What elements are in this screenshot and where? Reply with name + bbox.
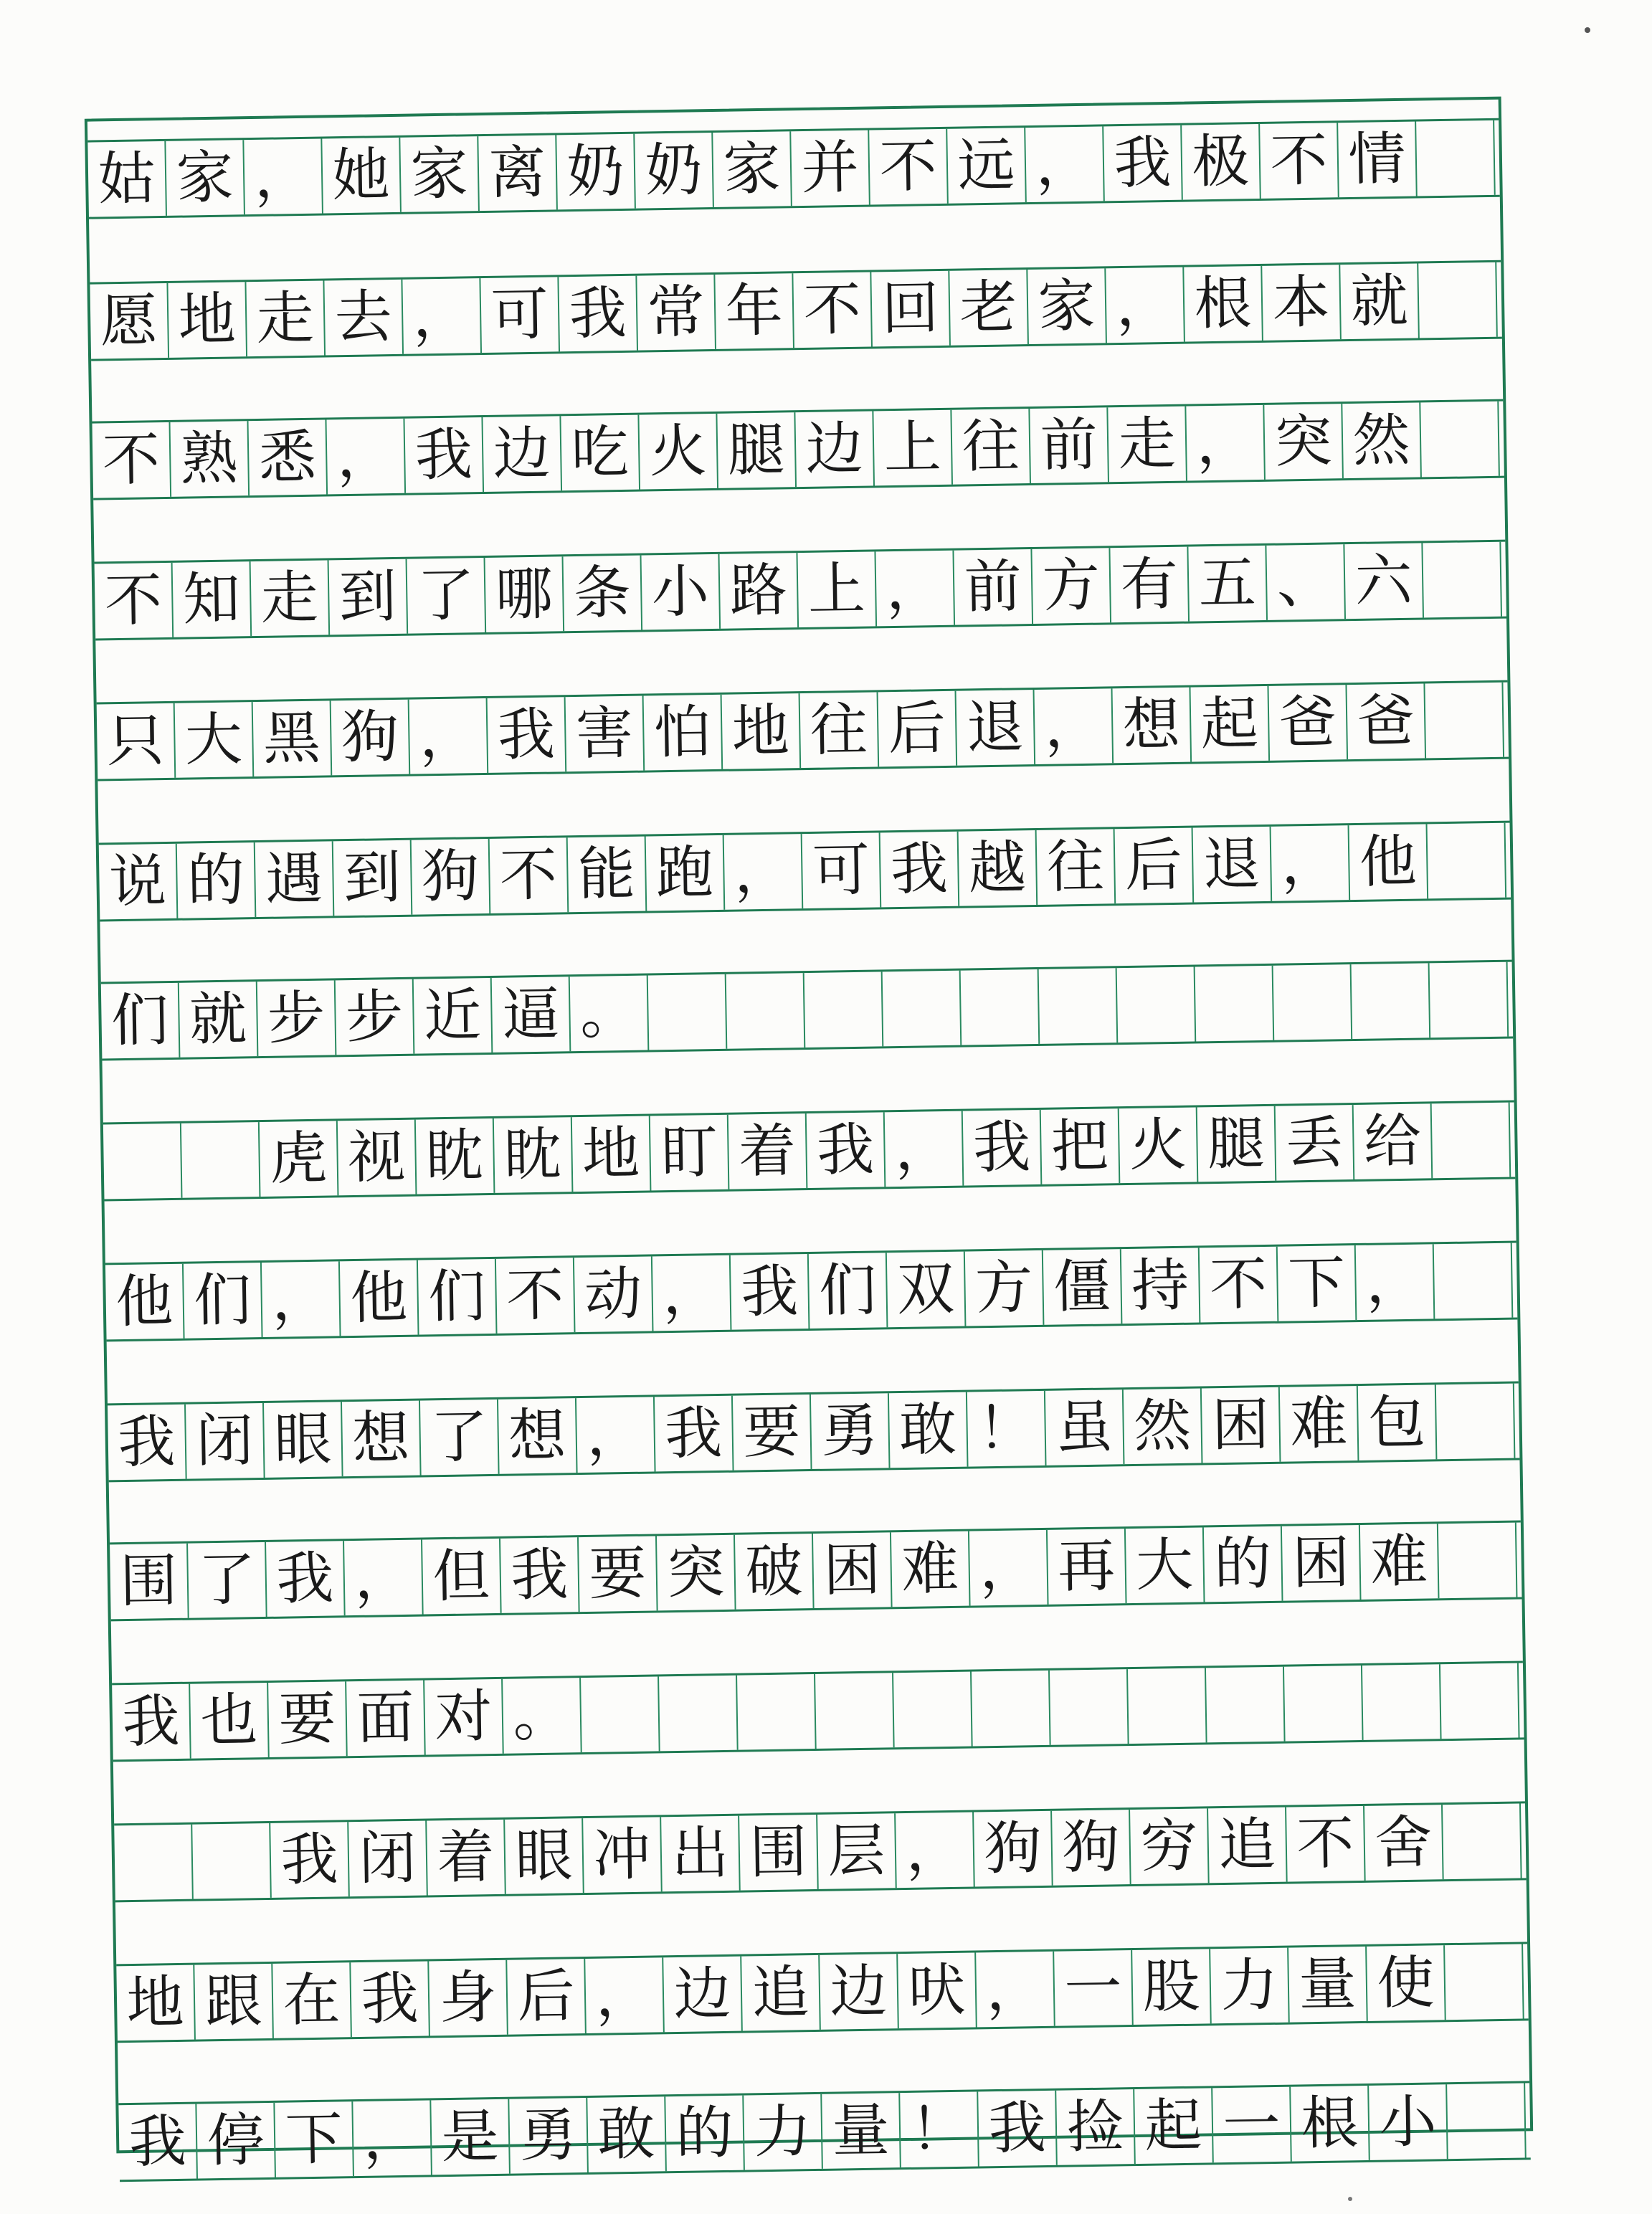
grid-cell: 腿 xyxy=(717,412,797,488)
grid-cell: 上 xyxy=(797,551,877,627)
grid-cell: 眼 xyxy=(505,1818,584,1894)
grid-cell: 不 xyxy=(869,129,949,205)
grid-cell: 走 xyxy=(246,280,326,356)
grid-cell xyxy=(1436,1384,1516,1460)
grid-cell: 地 xyxy=(116,1965,196,2041)
grid-cell xyxy=(114,1825,194,1901)
grid-cell: ， xyxy=(1025,126,1105,202)
grid-cell xyxy=(1425,683,1504,759)
grid-cell: 突 xyxy=(1264,404,1344,480)
grid-cell: 吃 xyxy=(561,415,640,491)
grid-cell: 年 xyxy=(715,273,794,349)
grid-cell: 说 xyxy=(99,844,179,920)
grid-cell: 他 xyxy=(105,1264,185,1340)
grid-cell: ， xyxy=(1356,1244,1435,1320)
grid-cell: 也 xyxy=(190,1683,270,1759)
grid-cell: 但 xyxy=(422,1539,502,1615)
grid-cell: 前 xyxy=(954,549,1033,625)
text-line xyxy=(99,821,1511,922)
grid-cell: 一 xyxy=(1212,2087,1292,2163)
grid-cell xyxy=(1273,964,1353,1040)
grid-cell: 近 xyxy=(414,978,493,1054)
grid-cell xyxy=(103,1123,183,1199)
grid-cell: 不 xyxy=(1286,1806,1366,1882)
grid-cell: 量 xyxy=(822,2093,901,2169)
grid-cell: 下 xyxy=(275,2101,354,2177)
grid-cell: 跟 xyxy=(194,1964,274,2040)
grid-cell xyxy=(1418,262,1498,338)
grid-cell: 要 xyxy=(733,1395,812,1471)
grid-cell: 不 xyxy=(92,422,172,498)
grid-cell: 然 xyxy=(1342,402,1422,478)
grid-cell: 远 xyxy=(947,128,1027,204)
grid-cell xyxy=(1432,1103,1511,1179)
grid-cell xyxy=(1117,967,1197,1043)
text-line xyxy=(92,399,1504,500)
grid-cell: 情 xyxy=(1338,122,1418,198)
grid-cell: 使 xyxy=(1367,1945,1446,2021)
grid-cell: 困 xyxy=(813,1532,893,1608)
grid-cell: ， xyxy=(652,1255,732,1331)
grid-cell: 想 xyxy=(342,1401,422,1477)
grid-cell: 盯 xyxy=(650,1115,730,1191)
grid-cell: 不 xyxy=(793,272,873,348)
grid-cell: 追 xyxy=(1208,1807,1288,1883)
grid-cell: 勇 xyxy=(509,2098,589,2174)
grid-cell: 们 xyxy=(809,1253,888,1329)
text-line xyxy=(116,1942,1528,2043)
grid-cell: 五 xyxy=(1188,546,1268,622)
grid-cell: 可 xyxy=(802,832,882,908)
text-line xyxy=(90,260,1501,361)
grid-cell: 地 xyxy=(572,1116,652,1192)
grid-cell: 狗 xyxy=(331,700,411,776)
grid-cell: 困 xyxy=(1202,1387,1281,1463)
grid-cell: 想 xyxy=(1112,688,1192,764)
grid-cell: 眈 xyxy=(494,1117,574,1193)
grid-cell: 步 xyxy=(336,979,415,1055)
text-line xyxy=(105,1241,1517,1342)
grid-cell: 围 xyxy=(739,1815,819,1891)
grid-cell: 不 xyxy=(1260,123,1339,199)
grid-cell: 冲 xyxy=(583,1817,663,1893)
grid-cell: 去 xyxy=(324,280,404,356)
grid-cell xyxy=(1050,1669,1129,1745)
grid-cell: 我 xyxy=(108,1405,187,1481)
grid-cell: 后 xyxy=(878,691,958,767)
grid-cell: 要 xyxy=(579,1536,658,1612)
grid-cell: 愿 xyxy=(90,283,169,359)
text-line xyxy=(108,1381,1519,1482)
grid-cell: 我 xyxy=(731,1254,810,1330)
grid-cell: ， xyxy=(326,419,406,495)
grid-cell xyxy=(1440,1663,1520,1739)
grid-cell: 我 xyxy=(963,1110,1043,1186)
grid-cell: 出 xyxy=(661,1816,741,1892)
grid-cell: 穷 xyxy=(1130,1808,1210,1884)
grid-cell: 老 xyxy=(949,270,1029,346)
grid-cell: 难 xyxy=(1280,1386,1359,1462)
grid-cell: ， xyxy=(724,834,804,910)
grid-cell: 本 xyxy=(1262,265,1342,341)
grid-cell: 了 xyxy=(188,1542,267,1618)
grid-cell: 家 xyxy=(1027,268,1107,344)
grid-cell: ， xyxy=(1106,267,1185,343)
text-line xyxy=(101,960,1513,1061)
grid-cell: 双 xyxy=(887,1252,967,1328)
grid-cell: 着 xyxy=(427,1820,506,1896)
grid-cell xyxy=(1362,1664,1442,1740)
grid-cell: 往 xyxy=(1037,829,1116,905)
grid-cell: ， xyxy=(896,1812,975,1888)
grid-cell: 虽 xyxy=(1045,1389,1125,1465)
grid-cell xyxy=(1443,1804,1522,1880)
grid-cell: 破 xyxy=(735,1534,815,1610)
grid-cell: 知 xyxy=(173,561,252,637)
grid-cell: 跑 xyxy=(646,835,726,911)
grid-cell xyxy=(1352,963,1431,1039)
grid-cell: 走 xyxy=(1108,407,1187,483)
grid-cell xyxy=(1128,1668,1207,1744)
grid-cell: 极 xyxy=(1182,124,1261,200)
grid-cell: 了 xyxy=(420,1400,500,1476)
grid-cell: ， xyxy=(875,551,955,627)
grid-cell: ！ xyxy=(967,1391,1047,1467)
grid-cell: 一 xyxy=(1054,1950,1134,2026)
text-line xyxy=(95,540,1506,641)
grid-cell xyxy=(1039,968,1119,1044)
grid-cell xyxy=(804,971,884,1047)
grid-cell: ， xyxy=(885,1111,964,1187)
grid-cell: 悉 xyxy=(248,419,328,495)
ink-speck xyxy=(1585,27,1590,33)
grid-cell: 不 xyxy=(490,837,569,913)
grid-cell: 下 xyxy=(1278,1245,1357,1321)
grid-cell: 地 xyxy=(168,282,247,358)
grid-cell: 我 xyxy=(978,2091,1058,2167)
grid-cell: 力 xyxy=(1210,1948,1290,2024)
grid-cell: ， xyxy=(409,698,489,774)
grid-cell: 上 xyxy=(873,410,953,486)
grid-cell: 小 xyxy=(1369,2084,1448,2160)
grid-cell xyxy=(1195,966,1275,1042)
grid-cell: 我 xyxy=(270,1822,350,1898)
grid-cell: 越 xyxy=(959,830,1038,906)
grid-cell: 黑 xyxy=(253,700,333,776)
grid-cell: 困 xyxy=(1282,1525,1362,1601)
grid-cell: 勇 xyxy=(811,1393,891,1469)
grid-cell: 我 xyxy=(404,417,484,493)
grid-cell: 地 xyxy=(722,693,802,769)
grid-cell: ， xyxy=(969,1530,1049,1606)
grid-cell: 就 xyxy=(179,982,259,1058)
grid-paper xyxy=(85,97,1533,2176)
grid-cell: 我 xyxy=(1103,125,1183,201)
grid-cell: 到 xyxy=(333,840,413,916)
grid-cell: 他 xyxy=(1349,824,1429,900)
grid-cell: 步 xyxy=(257,980,337,1056)
grid-cell: 路 xyxy=(719,553,799,629)
grid-cell xyxy=(972,1671,1051,1747)
grid-cell: ， xyxy=(262,1261,341,1337)
text-line xyxy=(103,1101,1515,1202)
grid-cell: 不 xyxy=(1200,1247,1279,1323)
grid-cell: 往 xyxy=(951,409,1031,485)
grid-cell: 只 xyxy=(97,703,176,779)
grid-cell: 熟 xyxy=(170,421,250,497)
text-line xyxy=(97,680,1509,781)
grid-cell xyxy=(1434,1243,1514,1319)
grid-cell: 走 xyxy=(251,560,331,636)
grid-cell: 后 xyxy=(507,1959,587,2035)
grid-cell: 围 xyxy=(110,1544,189,1620)
grid-cell: 家 xyxy=(400,136,480,212)
grid-cell: 停 xyxy=(196,2103,276,2179)
grid-cell: 火 xyxy=(639,414,718,490)
grid-cell: 我 xyxy=(488,697,567,773)
grid-cell: ， xyxy=(402,278,482,354)
grid-cell xyxy=(659,1676,739,1752)
grid-cell: 闭 xyxy=(186,1403,265,1479)
grid-cell: 爸 xyxy=(1268,685,1348,761)
grid-cell: 我 xyxy=(807,1112,886,1188)
grid-cell: 们 xyxy=(101,983,181,1059)
grid-cell: 持 xyxy=(1121,1248,1201,1324)
grid-cell: 视 xyxy=(338,1120,417,1196)
grid-cell xyxy=(737,1674,817,1750)
grid-cell: 并 xyxy=(791,130,870,206)
grid-cell: ， xyxy=(244,138,323,214)
grid-cell: 起 xyxy=(1134,2088,1214,2164)
grid-cell xyxy=(883,971,962,1047)
grid-cell: ， xyxy=(1035,688,1114,764)
grid-cell: 虎 xyxy=(260,1121,339,1197)
grid-cell: 把 xyxy=(1041,1108,1121,1184)
grid-cell: 。 xyxy=(570,975,650,1051)
grid-cell xyxy=(1430,962,1509,1038)
grid-cell: 量 xyxy=(1288,1947,1368,2023)
ink-speck xyxy=(1348,2197,1352,2201)
grid-cell: 在 xyxy=(272,1962,352,2038)
grid-cell: 六 xyxy=(1344,543,1424,619)
grid-cell: 眼 xyxy=(264,1402,343,1478)
grid-cell: ， xyxy=(976,1952,1055,2028)
grid-cell: 怕 xyxy=(644,695,723,771)
grid-cell xyxy=(1420,402,1500,478)
grid-cell: 退 xyxy=(1193,827,1273,903)
grid-cell: 就 xyxy=(1340,263,1420,339)
grid-cell: 家 xyxy=(166,140,245,216)
grid-cell: 舍 xyxy=(1364,1805,1444,1881)
grid-cell xyxy=(581,1676,660,1752)
grid-cell: 难 xyxy=(1360,1524,1440,1600)
grid-cell: 根 xyxy=(1291,2086,1370,2162)
grid-cell: 我 xyxy=(500,1537,580,1613)
grid-cell: 边 xyxy=(795,411,875,487)
grid-cell: 能 xyxy=(568,837,647,913)
grid-cell: 边 xyxy=(663,1957,743,2033)
grid-cell: 我 xyxy=(351,1961,430,2037)
grid-cell: 后 xyxy=(1115,828,1195,904)
grid-cell: 。 xyxy=(503,1678,582,1754)
grid-cell: 想 xyxy=(498,1398,578,1474)
grid-cell xyxy=(1428,823,1507,899)
grid-cell: ， xyxy=(1271,825,1351,901)
grid-cell: 丢 xyxy=(1276,1105,1355,1181)
grid-cell: ， xyxy=(576,1397,656,1473)
grid-cell: 然 xyxy=(1124,1388,1203,1464)
grid-cell: 我 xyxy=(880,832,960,908)
grid-cell: 爸 xyxy=(1347,683,1426,759)
grid-cell xyxy=(726,973,806,1049)
grid-cell: 不 xyxy=(496,1258,576,1334)
grid-cell: 方 xyxy=(965,1250,1045,1326)
grid-cell: 敢 xyxy=(889,1392,969,1468)
grid-cell xyxy=(1445,1944,1524,2020)
grid-cell: 我 xyxy=(112,1684,191,1760)
grid-cell: 的 xyxy=(177,842,257,918)
grid-cell xyxy=(648,974,728,1050)
grid-cell: 眈 xyxy=(416,1118,495,1194)
grid-cell: 方 xyxy=(1032,548,1111,624)
grid-cell: 层 xyxy=(817,1813,897,1889)
grid-cell: 面 xyxy=(346,1681,426,1757)
grid-cell: 根 xyxy=(1184,266,1263,342)
grid-cell: 对 xyxy=(424,1679,504,1755)
grid-cell: 逼 xyxy=(492,977,571,1053)
grid-cell: 我 xyxy=(266,1541,346,1617)
grid-cell: 起 xyxy=(1190,686,1270,762)
grid-cell: ！ xyxy=(900,2091,979,2167)
grid-cell xyxy=(961,969,1040,1045)
grid-cell: 到 xyxy=(329,559,409,635)
grid-cell: 哪 xyxy=(485,556,565,632)
grid-cell: 离 xyxy=(478,135,558,211)
grid-cell: 捡 xyxy=(1056,2089,1136,2165)
grid-cell: 我 xyxy=(655,1396,734,1472)
grid-cell: 突 xyxy=(657,1535,736,1611)
grid-cell xyxy=(1416,120,1496,196)
grid-cell: ， xyxy=(585,1957,665,2033)
grid-cell: ， xyxy=(353,2100,432,2176)
grid-cell: 着 xyxy=(728,1113,808,1189)
grid-cell: 小 xyxy=(641,554,721,630)
grid-cell: 奶 xyxy=(556,134,636,210)
grid-cell: 敢 xyxy=(587,2096,667,2172)
text-line xyxy=(118,2081,1530,2182)
grid-cell: ， xyxy=(1186,405,1266,481)
grid-cell: 她 xyxy=(322,138,402,214)
grid-cell: 遇 xyxy=(255,841,335,917)
grid-cell: 他 xyxy=(340,1260,419,1336)
grid-cell: 回 xyxy=(871,271,951,347)
grid-cell: 边 xyxy=(483,416,562,492)
grid-cell xyxy=(181,1122,261,1198)
grid-cell: 闭 xyxy=(348,1820,428,1896)
grid-cell: 僵 xyxy=(1043,1249,1123,1325)
grid-cell: 退 xyxy=(956,690,1036,766)
grid-cell: 不 xyxy=(95,563,174,639)
grid-cell: 前 xyxy=(1030,407,1109,483)
grid-cell: 包 xyxy=(1358,1384,1438,1460)
grid-cell: 狗 xyxy=(412,839,491,915)
grid-cell xyxy=(1423,542,1502,618)
grid-cell: 狗 xyxy=(1052,1810,1131,1886)
grid-cell: 可 xyxy=(480,277,560,353)
grid-cell: 们 xyxy=(418,1259,498,1335)
grid-cell: 难 xyxy=(891,1531,971,1607)
grid-cell: 往 xyxy=(800,692,880,768)
grid-cell: 姑 xyxy=(87,141,167,217)
grid-cell: 的 xyxy=(1204,1526,1283,1602)
text-line xyxy=(114,1801,1526,1902)
grid-cell: 动 xyxy=(574,1256,654,1332)
grid-cell: 大 xyxy=(1126,1527,1205,1603)
grid-cell xyxy=(893,1672,973,1748)
grid-cell: 、 xyxy=(1266,544,1346,620)
grid-cell: 家 xyxy=(713,131,792,207)
grid-cell: 大 xyxy=(175,702,255,778)
grid-cell: 边 xyxy=(820,1954,899,2030)
grid-cell: 火 xyxy=(1119,1107,1199,1183)
grid-cell: 害 xyxy=(566,696,645,772)
grid-cell: 身 xyxy=(429,1960,508,2036)
grid-cell: 股 xyxy=(1132,1949,1212,2025)
grid-cell: 追 xyxy=(741,1955,821,2031)
grid-cell: ， xyxy=(344,1540,424,1616)
text-line xyxy=(112,1660,1524,1762)
grid-cell: 我 xyxy=(559,276,638,352)
grid-cell: 要 xyxy=(268,1681,348,1757)
grid-cell xyxy=(1206,1667,1286,1743)
grid-cell xyxy=(1438,1523,1518,1599)
grid-cell: 条 xyxy=(564,556,643,632)
grid-cell: 给 xyxy=(1354,1103,1433,1179)
grid-cell: 吠 xyxy=(898,1952,977,2028)
text-line xyxy=(87,118,1499,219)
grid-cell: 了 xyxy=(407,558,487,634)
grid-cell: 腿 xyxy=(1197,1106,1277,1182)
grid-cell xyxy=(192,1823,272,1899)
grid-cell xyxy=(815,1673,895,1749)
grid-cell: 们 xyxy=(184,1263,263,1339)
grid-cell: 常 xyxy=(637,275,716,351)
grid-cell: 的 xyxy=(665,2096,745,2172)
grid-cell: 力 xyxy=(744,2094,823,2170)
grid-cell xyxy=(1284,1666,1364,1742)
grid-cell: 奶 xyxy=(635,133,714,209)
grid-cell xyxy=(1447,2083,1527,2159)
grid-cell: 我 xyxy=(118,2104,198,2180)
text-line xyxy=(110,1520,1522,1621)
grid-cell: 有 xyxy=(1110,547,1190,623)
grid-cell: 狗 xyxy=(974,1811,1053,1887)
grid-cell: 是 xyxy=(431,2099,511,2175)
grid-cell: 再 xyxy=(1048,1529,1127,1605)
